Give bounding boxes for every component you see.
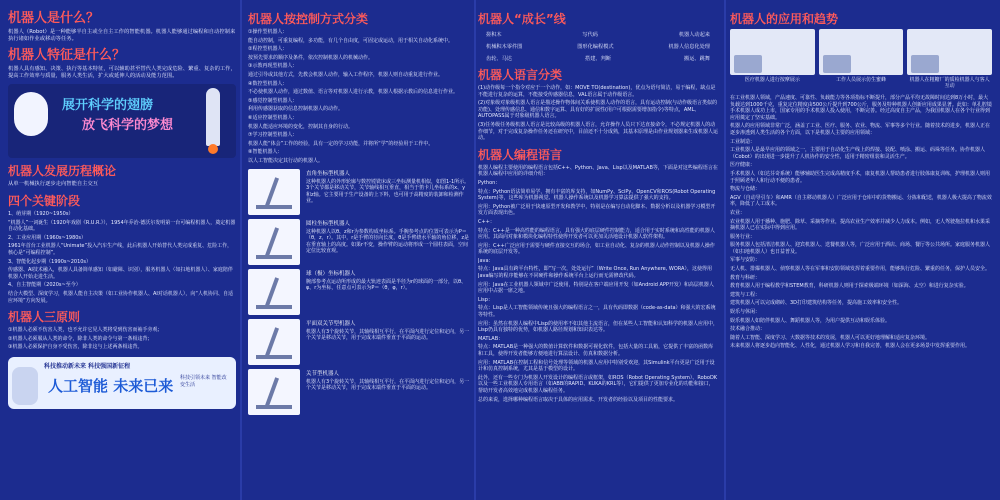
bionic-bee-photo xyxy=(819,29,904,75)
section-title-language-classes: 机器人语言分类 xyxy=(478,68,563,82)
application-line: 军事与安防： xyxy=(730,257,761,264)
tree-node: 机器人动起来 xyxy=(678,32,710,38)
application-line: 手术机器人（如达芬奇系统）能够辅助医生完成高精度手术，康复机器人帮助患者进行肢体康复训练，护理机器人则用于照顾老年人和行动不便的患者。 xyxy=(730,170,991,184)
robot-icon xyxy=(12,367,38,405)
application-line: 教育机器人用于编程教学和STEM教育，科研机器人则用于探索极端环境（如深海、太空）和进行复杂实验。 xyxy=(730,283,969,290)
section-text: 机器人（Robot）是一种能够半自主或全自主工作的智能机器。机器人能够通过编程和自动控制来执行诸如作业或移动等任务。 xyxy=(8,29,236,42)
tree-node: 搓积木 xyxy=(486,32,502,38)
control-type-line: 以人工智能决定其行动的机器人。 xyxy=(248,157,324,164)
stage-line: 1、萌芽期（1920~1950s） xyxy=(8,211,74,217)
prog-line: MATLAB： xyxy=(478,335,504,342)
banner-main-text: 人工智能 未来已来 xyxy=(48,376,174,395)
prog-line: 特点：Java具有跨平台特性，即“写一次，处处运行”（Write Once, Run Anywhere, WORA），这使得用Java编写的程序能够在不同硬件和操作系统平台上运行而无需修改代码。 xyxy=(478,266,712,280)
tree-node: 齿轮、马达 xyxy=(486,56,512,62)
photo-caption: 机器人在粗糖厂的质检机器人与客人互动 xyxy=(909,77,990,89)
application-line: 服务行业： xyxy=(730,233,756,240)
column-languages xyxy=(478,6,718,494)
arm-type-text: 腕部参考点运动所形成的最大轨迹表面是半径为r的球面的一部分，以θ、φ、r为坐标，任意点可表示为P＝（θ，φ，r）。 xyxy=(306,278,467,292)
control-type-line: ⑦学习控制型机器人： xyxy=(248,132,298,139)
section-title-three-laws: 机器人三原则 xyxy=(8,310,81,325)
application-line: 物流与仓储： xyxy=(730,186,761,193)
banner-slogan: 放飞科学的梦想 xyxy=(82,118,174,133)
law-line: ②机器人必须服从人类的命令，除非人类的命令与第一条相违背； xyxy=(8,335,153,342)
language-class-line: (3)任务级任务级机器人语言是比较高级的机器人语言，允许操作人员只下达直接命令，不必规定机器人的动作细节，对于完成复杂操作任务还在研究中，目前还不十分成熟，其基本原理是由作业规划器来生成机器人运动。 xyxy=(478,121,718,142)
section-title-applications: 机器人的应用和趋势 xyxy=(730,12,839,26)
photo-caption: 工作人员展示仿生蜜蜂 xyxy=(836,77,887,83)
control-type-line: ④数控型机器人： xyxy=(248,80,288,87)
section-text: 从单一机械执行逐步走向智能自主交互 xyxy=(8,181,99,187)
arm-type-name: 平面双关节型机器人 xyxy=(306,320,356,327)
photo-caption: 医疗机器人进行按摩展示 xyxy=(744,77,800,83)
application-line: 建筑机器人可以完成砌砖、3D打印建筑结构等任务，提高施工效率和安全性。 xyxy=(730,300,903,307)
prog-line: 应用：MATLAB在控制工程和信号处理等领域的机器人应用中特别受欢迎，其Simulink平台更是广泛用于设计和仿真控制系统，尤其是基于模型的设计。 xyxy=(478,359,715,373)
banner-slogan: 展开科学的翅膀 xyxy=(62,98,154,113)
tree-node: 机械积木零件图 xyxy=(486,44,523,50)
spherical-robot-diagram xyxy=(248,269,300,315)
prog-line: Python： xyxy=(478,179,501,186)
arm-type-scara xyxy=(248,319,470,365)
section-title-control-types: 机器人按控制方式分类 xyxy=(248,12,369,26)
section-title-history: 机器人发展历程概论 xyxy=(8,164,117,178)
prog-line: 特点：MATLAB是一种强大的数值计算软件和数据可视化软件，包括大量的工具箱，它提供了丰富的函数库和工具，使得开发者能够方便地进行算法设计、仿真和数据分析。 xyxy=(478,344,714,357)
application-line: 技术融合推动： xyxy=(730,326,766,333)
laws-list xyxy=(8,327,236,351)
prog-line: 应用：C++广泛应用于需要与硬件直接交互的场合，如工业自动化、复杂的机器人动作控制以及机器人操作系统的底层开发等。 xyxy=(478,242,715,256)
arm-type-text: 机器人有3个旋转关节，其轴线相互平行，在平面内进行定位和定向，另一个关节是移动关节，用于完成末端件垂直于平面的运动。 xyxy=(306,378,470,392)
arm-type-text: 机器人有3个旋转关节，其轴线相互平行，在平面内进行定位和定向，另一个关节是移动关节，用于完成末端件垂直于平面的运动。 xyxy=(306,328,470,342)
banner-top-text: 科技推动新未来 科技强国新征程 xyxy=(44,362,131,370)
control-type-line: 机器人能适应环境的变化，控制其自身的行动。 xyxy=(248,123,354,130)
science-dream-banner xyxy=(8,84,236,158)
application-line: 医疗健康： xyxy=(730,162,756,169)
stage-line: 2、工业应用期（1960s~1980s） xyxy=(8,234,87,241)
cylindrical-robot-diagram xyxy=(248,219,300,265)
control-type-line: ①操作型机器人： xyxy=(248,29,288,35)
control-types-list xyxy=(248,29,470,165)
control-type-line: ⑥适应控制型机器人： xyxy=(248,114,298,121)
section-text: 机器人具有感知、决策、执行等基本特征，可以辅助甚至替代人类完成危险、繁重、复杂的工作，提高工作效率与质量，服务人类生活，扩大或延伸人的活动及能力范围。 xyxy=(8,66,236,79)
control-type-line: 能自动控制，可重复编程，多功能，有几个自由度，可固定或运动，用于相关自动化系统中。 xyxy=(248,37,454,44)
programming-languages-list xyxy=(478,165,718,403)
control-type-line: 按预先要求的顺序及条件，依次控制机器人的机械动作。 xyxy=(248,54,374,61)
application-line: 建筑与工程： xyxy=(730,291,761,298)
tree-node: 机器人信息化处理 xyxy=(668,44,710,50)
prog-line: 应用：虽然在机器人编程中Lisp的使用率不如其他主流语言，但在某些人工智能和认知科学的机器人应用中，Lisp仍具有独特的优势，如机器人路径规划和知识表达等。 xyxy=(478,320,718,334)
section-title-robot-features: 机器人特征是什么？ xyxy=(8,48,126,63)
arm-type-text: 这种机器人的外形轮廓与数控镗铣床或三坐标测量机相似，如图1-1所示。3个关节都是移动关节，关节轴线相互垂直，相当于笛卡儿坐标系的x、y和z轴。它主要用于生产设备的上下料，也可用于高精度的装卸和检测作业。 xyxy=(306,178,470,205)
law-line: ①机器人必须不伤害人类，也不允许它见人类将受到伤害而袖手旁观； xyxy=(8,327,163,334)
control-type-line: ⑤感觉控制型机器人： xyxy=(248,97,298,104)
application-line: 无人机、排爆机器人、侦察机器人等在军事和安防领域发挥着重要作用，能够执行危险、繁重的任务，保护人员安全。 xyxy=(730,266,991,273)
stages-list xyxy=(8,211,236,304)
arm-type-cylindrical xyxy=(248,219,470,265)
application-line: 农业： xyxy=(730,209,746,216)
tree-node: 写代码 xyxy=(582,32,598,38)
control-type-line: 利用传感器获取的信息控制机器人的动作。 xyxy=(248,106,344,113)
section-title-growth-line: 机器人“成长”线 xyxy=(478,12,566,26)
application-line: 未来机器人将逐步趋向智能化、人性化，通过机器人学习和自我完善，机器人会在更多场景中发挥重要作用。 xyxy=(730,343,971,350)
application-line: 机器人的应用领域非常广泛，涵盖了工业、医疗、服务、农业、物流、军事等多个行业。随着技术的进步，机器人正在逐步渗透到人类生活的各个方面，以下是机器人主要的应用领域： xyxy=(730,123,991,136)
application-line: AGV（自动导引车）和AMR（自主移动机器人）广泛应用于仓库中的货物搬运、分拣和配送，机器人极大提高了物流效率，降低了人工成本。 xyxy=(730,194,992,208)
column-intro xyxy=(8,6,236,494)
control-type-line: ⑧智能机器人： xyxy=(248,149,283,156)
prog-line: 此外，还有一些专门为机器人开发设计的编程语言或框架，如ROS（Robot Operating System）、RoboDK以及一些工业机器人专用语言（如ABB的RAPID、KUKA的KRL等），它们提供了更加专业化的功能和接口，帮助开发者高效地完成机器人编程任务。 xyxy=(478,374,718,394)
arm-type-name: 圆柱坐标型机器人 xyxy=(306,220,351,227)
application-line: 随着人工智能、深度学习、大数据等技术的发展，机器人可以更好地理解和适应复杂环境。 xyxy=(730,334,931,341)
arm-type-cartesian xyxy=(248,169,470,215)
application-line: 教育与科研： xyxy=(730,274,761,281)
column-classification xyxy=(248,6,470,494)
application-line: 娱乐与休闲： xyxy=(730,309,761,316)
arm-type-name: 直角坐标型机器人 xyxy=(306,170,351,177)
prog-line: 机器人编程主要使用的编程语言包括C++、Python、Java、Lisp以及MATLAB等，下面是对这些编程语言在机器人编程中应用的详细介绍： xyxy=(478,164,718,178)
scara-robot-diagram xyxy=(248,319,300,365)
application-photos xyxy=(730,29,992,75)
application-line: 工业机器人是最早应用的领域之一，主要用于自动化生产线上的焊接、装配、喷涂、搬运、码垛等任务。协作机器人（Cobot）的出现进一步提升了人机协作的安全性，适用于精密组装和灵活生产。 xyxy=(730,147,986,160)
application-line: 农业机器人用于播种、施肥、除草、采摘等作业，提高农业生产效率并减少人力成本。例如，无人驾驶拖拉机和水果采摘机器人已在实际中得到应用。 xyxy=(730,218,991,232)
column-divider xyxy=(474,0,476,500)
growth-tree xyxy=(478,31,718,62)
arm-type-name: 球（极）坐标机器人 xyxy=(306,270,356,277)
ai-future-banner xyxy=(8,357,236,409)
medical-robot-photo xyxy=(730,29,815,75)
articulated-robot-diagram xyxy=(248,369,300,415)
arm-type-text: 这种机器人以θ、z和r为参数构成坐标系。手腕参考点的位置可表示为P＝（θ，z，r）。其中，r是手臂的径向长度，θ是手臂绕水平轴的角位移，z是在垂直轴上的高度。如果r不变，操作臂的运动将形成一个圆柱表面，空间定位比较直观。 xyxy=(306,228,469,255)
section-title-what-is-robot: 机器人是什么？ xyxy=(8,11,100,26)
law-line: ③机器人必须保护自身不受伤害，除非这与上述两条相违背。 xyxy=(8,344,143,351)
stage-line: 3、智能化起步期（1990s~2010s） xyxy=(8,258,92,265)
arm-type-articulated xyxy=(248,369,470,415)
control-type-line: 机器人能“体会”工作的经验，具有一定的学习功能，并将所“学”的经验用于工作中。 xyxy=(248,140,434,147)
column-applications xyxy=(730,6,992,494)
prog-line: 应用：Java在工业机器人领域中广泛使用，特别是在客户端应用开发（如Android APP开发）和高层机器人应用中占据一席之地。 xyxy=(478,281,714,295)
section-title-programming-languages: 机器人编程语言 xyxy=(478,147,563,162)
tree-node: 图形化编程模式 xyxy=(577,44,614,50)
photo-captions xyxy=(730,77,992,89)
stage-line: 4、自主智能期（2020s~至今） xyxy=(8,282,81,289)
banner-side-text: 科技引领未来 智能改变生活 xyxy=(180,374,227,388)
astronaut-icon xyxy=(14,92,48,136)
arm-type-name: 关节型机器人 xyxy=(306,370,340,377)
stage-line: 传感器、AI技术融入，机器人具备简单感知（如避障、识别），服务机器人（如扫地机器人）、家庭陪伴机器人开始走进生活。 xyxy=(8,267,233,280)
stage-line: 1961年首台工业机器人“Unimate”投入汽车生产线，此后机器人开始替代人类完成重复、危险工作，核心是“可编程控制”。 xyxy=(8,243,233,256)
control-type-line: ②程控型机器人： xyxy=(248,46,288,53)
arm-type-spherical xyxy=(248,269,470,315)
column-divider xyxy=(724,0,726,500)
prog-line: Lisp： xyxy=(478,296,493,303)
stage-line: “机器人”一词诞生（1920年戏剧《R.U.R.》），1954年乔治·德沃尔发明第一台可编程机器人，奠定机器自动化基础。 xyxy=(8,219,236,233)
prog-line: 特点：Lisp是人工智能领域传统且强大的编程语言之一，具有代码即数据（code-as-data）和强大的宏系统等特性。 xyxy=(478,305,716,319)
stage-line: 结合大模型、深度学习，机器人能自主决策（如工业协作机器人、AI对话机器人），向“人机协同、自适应环境”方向发展。 xyxy=(8,290,233,304)
application-line: 在工业机器人领域，产品速度、可靠性、负载能力等各项指标不断提升，部分产品平均无故障时间达到8万小时，最大负载达到1000千克，重复定位精度由500公斤提升到700公斤，服务及特种机器人创新应用成果显著。此如：单孔腔镜手术机器人成功上市，国家专用的手术机器人投入使用，不断完善。经过高度自主产品，为我国机器人在各个行业得到应用奠定了坚实基础。 xyxy=(730,95,992,121)
application-line: 服务机器人包括清洁机器人、迎宾机器人、送餐机器人等，广泛应用于酒店、商场、餐厅等公共场所。家庭服务机器人（如扫地机器人）也日益普及。 xyxy=(730,242,991,255)
application-line: 娱乐机器人如陪伴机器人、舞蹈机器人等，为用户提供互动和娱乐体验。 xyxy=(730,317,891,324)
language-classes-list xyxy=(478,85,718,142)
prog-line: Java： xyxy=(478,257,494,264)
language-class-line: (1)动作级每一个指令对应于一个动作，如：MOVE TO(destination)，优点为语句简洁，易于编程，缺点是不能进行复杂的运算，不能接受传感器信息，VAL语言属于动作级语言。 xyxy=(478,85,716,98)
language-class-line: (2)对象级对象级机器人语言是描述操作物体间关系使机器人动作的语言，具有运动控制(与动作级语言类似的功能)、处理传感信息、通信和数字运算、具有好的扩展性(用户可根据需要增加指令)等特点，AML、AUTOPASS属于对象级机器人语言。 xyxy=(478,100,718,120)
rocket-icon xyxy=(206,88,220,146)
control-type-line: ③示教再现型机器人： xyxy=(248,63,298,70)
section-title-stages: 四个关键阶段 xyxy=(8,194,81,208)
tree-node: 搭建、判断 xyxy=(585,56,611,62)
prog-line: C++： xyxy=(478,218,495,225)
prog-line: 应用：Python被广泛用于快速原型开发和教学中，特别是在编写自动化脚本、数据分析以及机器学习模型开发方面表现出色。 xyxy=(478,203,716,217)
prog-line: 特点：C++是一种高性能的编程语言，具有强大的底层硬件控制能力，适合用于实时系统和高性能的机器人应用。其面向对象和模块化编程特性使得开发者可以更加灵活地设计机器人软件架构。 xyxy=(478,227,715,241)
control-type-line: 通过引导或其他方式，先教会机器人动作，输入工作程序，机器人则自动重复进行作业。 xyxy=(248,71,444,78)
cartesian-robot-diagram xyxy=(248,169,300,215)
column-divider xyxy=(240,0,242,500)
control-type-line: 不必使机器人动作，通过数值、语言等对机器人进行示教，机器人根据示教后的信息进行作业。 xyxy=(248,89,459,96)
prog-line: 特点：Python语法简单易学，拥有丰富的库支持，如NumPy、SciPy、OpenCV和ROS(Robot Operating System)等，这些库为机器视觉、机器人操作系统以及机器学习算法提供了强大的支持。 xyxy=(478,188,716,202)
applications-list xyxy=(730,95,992,350)
application-line: 工业制造： xyxy=(730,138,756,145)
tree-node: 搬运、跳舞 xyxy=(684,56,710,62)
inspection-robot-photo xyxy=(907,29,992,75)
prog-line: 总的来说，选择哪种编程语言取决于具体的应用需求、开发者的经验以及项目的性能要求。 xyxy=(478,396,679,403)
